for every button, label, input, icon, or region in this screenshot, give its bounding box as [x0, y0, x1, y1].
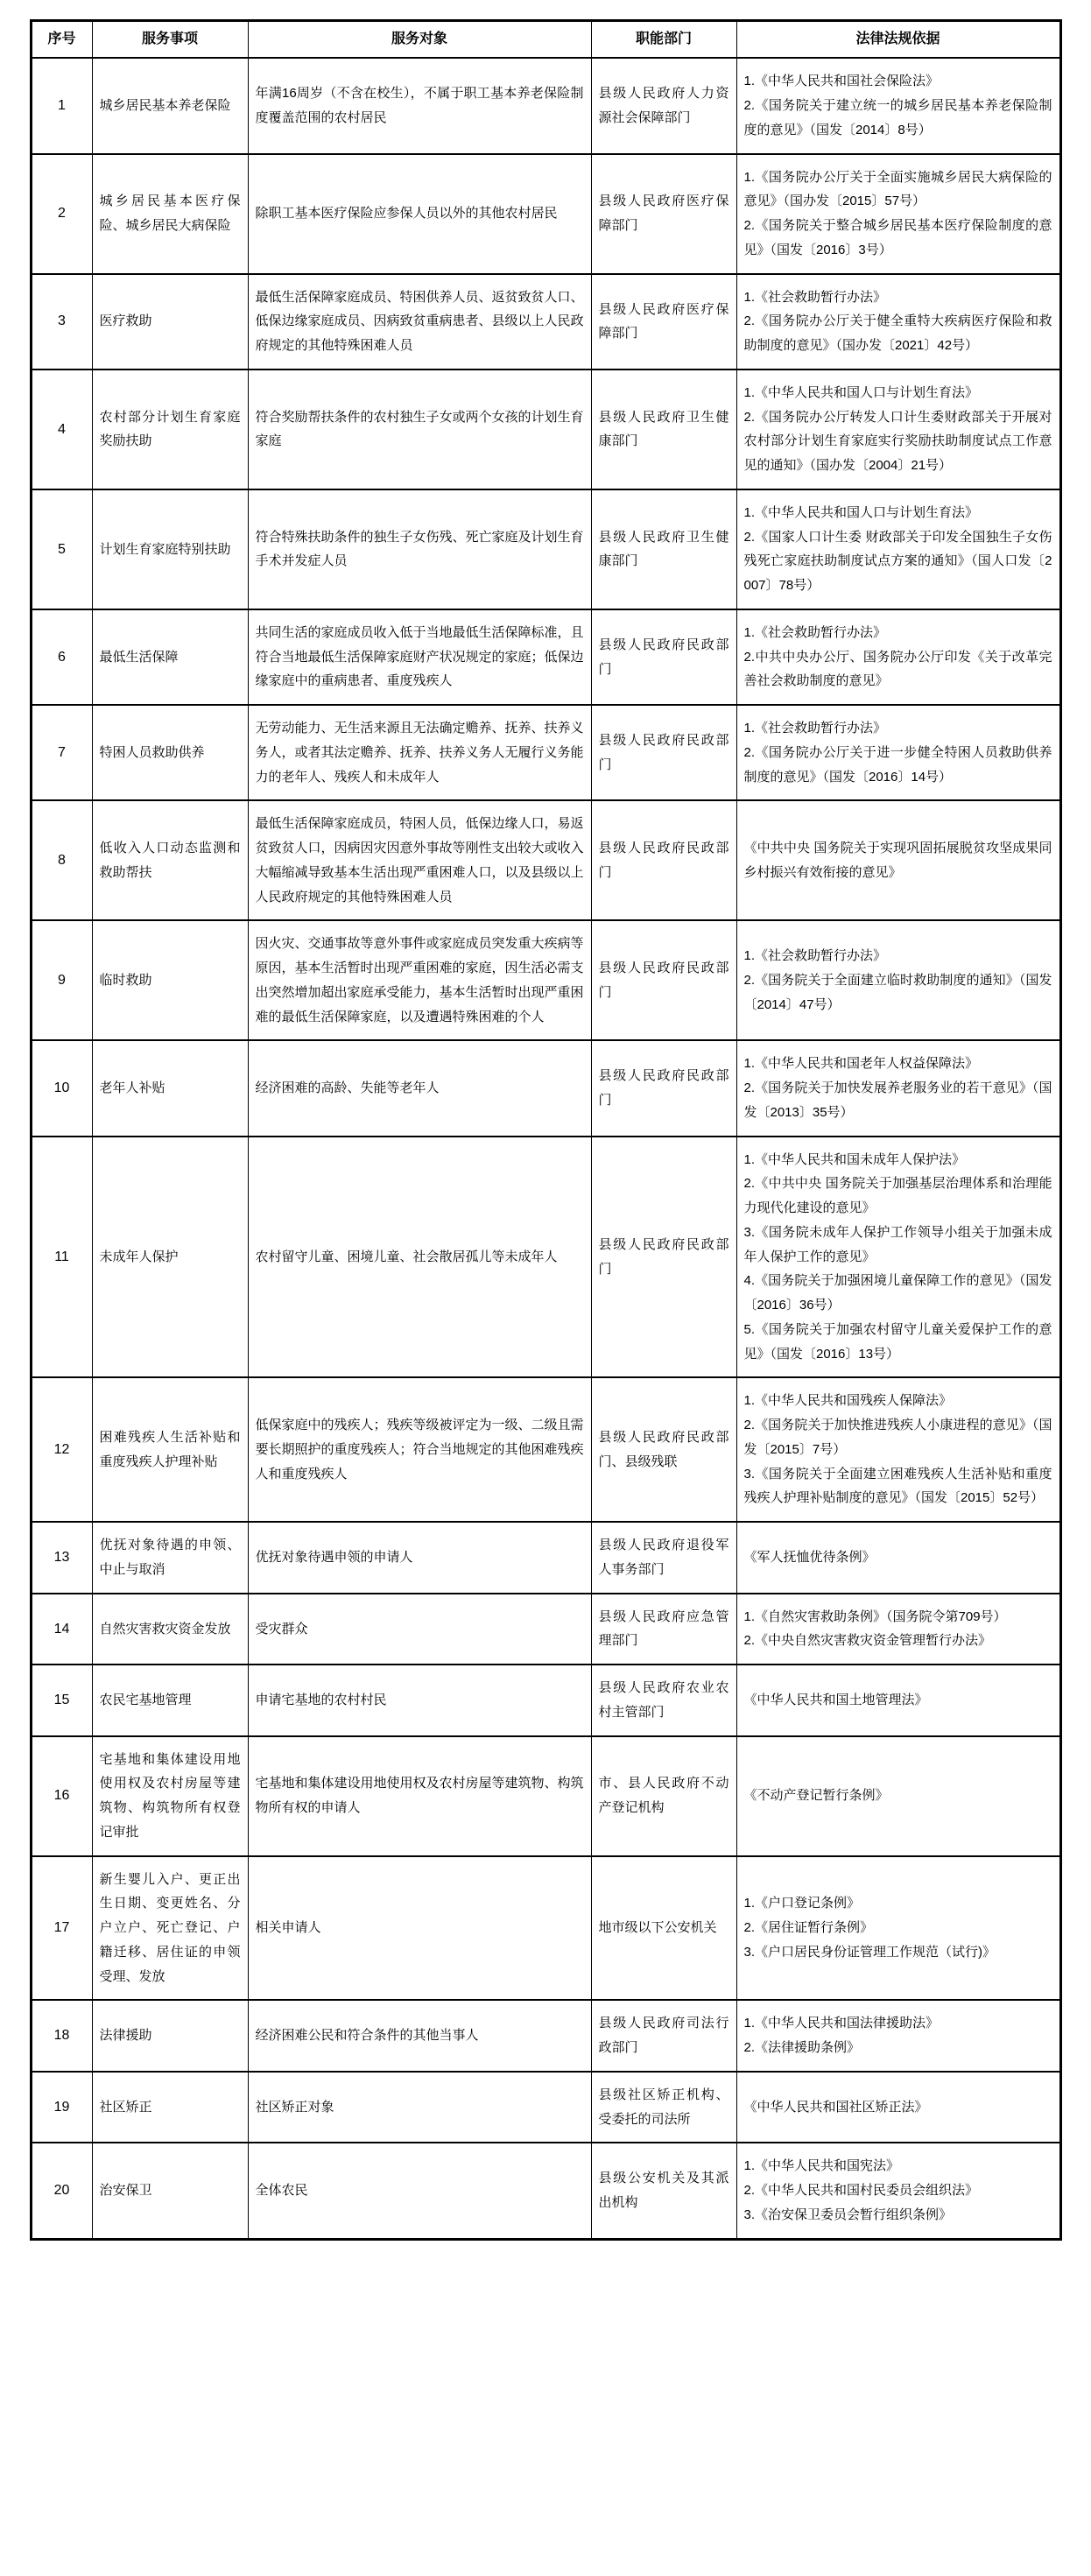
legal-basis-item: 1.《中华人民共和国未成年人保护法》 — [743, 1151, 966, 1167]
legal-basis-item: 3.《户口居民身份证管理工作规范（试行)》 — [743, 1944, 996, 1960]
table-row — [31, 609, 1060, 705]
legal-basis-item: 2.《中央自然灾害救灾资金管理暂行办法》 — [743, 1633, 992, 1649]
legal-basis-item: 2.《中共中央 国务院关于加强基层治理体系和治理能力现代化建设的意见》 — [743, 1176, 1052, 1216]
table-row — [31, 2072, 1060, 2143]
service-target-cell: 宅基地和集体建设用地使用权及农村房屋等建筑物、构筑物所有权的申请人 — [248, 1736, 591, 1856]
table-row — [31, 1665, 1060, 1736]
service-target-cell: 全体农民 — [248, 2143, 591, 2239]
service-item-cell: 老年人补贴 — [92, 1040, 248, 1136]
legal-basis-item: 2.《国务院关于建立统一的城乡居民基本养老保险制度的意见》（国发〔2014〕8号） — [743, 98, 1052, 137]
service-target-cell: 农村留守儿童、困境儿童、社会散居孤儿等未成年人 — [248, 1137, 591, 1378]
department-cell: 县级人民政府司法行政部门 — [591, 2000, 736, 2072]
department-cell: 县级社区矫正机构、受委托的司法所 — [591, 2072, 736, 2143]
service-item-cell: 自然灾害救灾资金发放 — [92, 1594, 248, 1665]
department-cell: 县级人民政府民政部门、县级残联 — [591, 1377, 736, 1522]
service-item-cell: 未成年人保护 — [92, 1137, 248, 1378]
row-number-cell: 14 — [31, 1594, 92, 1665]
service-target-cell: 符合特殊扶助条件的独生子女伤残、死亡家庭及计划生育手术并发症人员 — [248, 489, 591, 609]
legal-basis-cell — [736, 800, 1060, 920]
legal-basis-item: 1.《社会救助暂行办法》 — [743, 948, 887, 964]
row-number-cell: 10 — [31, 1040, 92, 1136]
legal-basis-cell — [736, 58, 1060, 153]
legal-basis-item: 2.《国务院办公厅关于进一步健全特困人员救助供养制度的意见》（国发〔2016〕14号） — [743, 744, 1052, 785]
table-row — [31, 2143, 1060, 2239]
row-number-cell: 1 — [31, 58, 92, 153]
table-row — [31, 1736, 1060, 1856]
legal-basis-cell — [736, 370, 1060, 489]
service-item-cell: 治安保卫 — [92, 2143, 248, 2239]
legal-basis-cell — [736, 2143, 1060, 2239]
service-target-cell: 无劳动能力、无生活来源且无法确定赡养、抚养、扶养义务人，或者其法定赡养、抚养、扶养义务人无履行义务能力的老年人、残疾人和未成年人 — [248, 705, 591, 800]
column-header-service-item: 服务事项 — [92, 21, 248, 59]
legal-basis-item: 5.《国务院关于加强农村留守儿童关爱保护工作的意见》（国发〔2016〕13号） — [743, 1321, 1052, 1362]
department-cell: 县级人民政府民政部门 — [591, 800, 736, 920]
row-number-cell: 16 — [31, 1736, 92, 1856]
table-row — [31, 1594, 1060, 1665]
legal-basis-cell — [736, 920, 1060, 1040]
legal-basis-item: 4.《国务院关于加强困境儿童保障工作的意见》（国发〔2016〕36号） — [743, 1273, 1052, 1313]
department-cell: 市、县人民政府不动产登记机构 — [591, 1736, 736, 1856]
legal-basis-item: 1.《中华人民共和国宪法》 — [743, 2158, 900, 2174]
table-row — [31, 1040, 1060, 1136]
table-row — [31, 800, 1060, 920]
legal-basis-item: 2.《中华人民共和国村民委员会组织法》 — [743, 2183, 979, 2199]
legal-basis-cell — [736, 2000, 1060, 2072]
service-item-cell: 城乡居民基本医疗保险、城乡居民大病保险 — [92, 154, 248, 274]
legal-basis-item: 2.《国务院关于全面建立临时救助制度的通知》（国发〔2014〕47号） — [743, 973, 1052, 1012]
service-item-cell: 农村部分计划生育家庭奖励扶助 — [92, 370, 248, 489]
row-number-cell: 12 — [31, 1377, 92, 1522]
legal-basis-cell — [736, 2072, 1060, 2143]
legal-basis-item: 1.《社会救助暂行办法》 — [743, 721, 887, 736]
department-cell: 县级人民政府医疗保障部门 — [591, 274, 736, 370]
service-target-cell: 最低生活保障家庭成员，特困人员，低保边缘人口，易返贫致贫人口，因病因灾因意外事故等刚性支出较大或收入大幅缩减导致基本生活出现严重困难人口，以及县级以上人民政府规定的其他特殊困难人员 — [248, 800, 591, 920]
table-row — [31, 154, 1060, 274]
service-item-cell: 法律援助 — [92, 2000, 248, 2072]
legal-basis-item: 2.《国家人口计生委 财政部关于印发全国独生子女伤残死亡家庭扶助制度试点方案的通知》（国人口发〔2007〕78号） — [743, 529, 1052, 594]
row-number-cell: 2 — [31, 154, 92, 274]
row-number-cell: 3 — [31, 274, 92, 370]
department-cell: 县级人民政府人力资源社会保障部门 — [591, 58, 736, 153]
legal-basis-item: 3.《治安保卫委员会暂行组织条例》 — [743, 2206, 953, 2222]
department-cell: 县级人民政府医疗保障部门 — [591, 154, 736, 274]
table-row — [31, 1137, 1060, 1378]
legal-basis-cell — [736, 1377, 1060, 1522]
legal-basis-cell — [736, 1594, 1060, 1665]
row-number-cell: 4 — [31, 370, 92, 489]
service-item-cell: 医疗救助 — [92, 274, 248, 370]
column-header-no: 序号 — [31, 21, 92, 59]
row-number-cell: 8 — [31, 800, 92, 920]
service-target-cell: 经济困难公民和符合条件的其他当事人 — [248, 2000, 591, 2072]
legal-basis-cell — [736, 609, 1060, 705]
service-target-cell: 申请宅基地的农村村民 — [248, 1665, 591, 1736]
legal-basis-cell — [736, 1856, 1060, 2001]
row-number-cell: 17 — [31, 1856, 92, 2001]
legal-basis-cell — [736, 1137, 1060, 1378]
department-cell: 县级人民政府民政部门 — [591, 1040, 736, 1136]
row-number-cell: 11 — [31, 1137, 92, 1378]
legal-basis-cell — [736, 1040, 1060, 1136]
service-item-cell: 城乡居民基本养老保险 — [92, 58, 248, 153]
service-target-cell: 低保家庭中的残疾人；残疾等级被评定为一级、二级且需要长期照护的重度残疾人；符合当地规定的其他困难残疾人和重度残疾人 — [248, 1377, 591, 1522]
service-item-cell: 低收入人口动态监测和救助帮扶 — [92, 800, 248, 920]
legal-basis-item: 1.《社会救助暂行办法》 — [743, 289, 887, 305]
service-item-cell: 临时救助 — [92, 920, 248, 1040]
legal-basis-item: 《中华人民共和国社区矫正法》 — [743, 2099, 928, 2115]
service-item-cell: 困难残疾人生活补贴和重度残疾人护理补贴 — [92, 1377, 248, 1522]
department-cell: 县级人民政府退役军人事务部门 — [591, 1522, 736, 1594]
table-row — [31, 1522, 1060, 1594]
department-cell: 县级人民政府民政部门 — [591, 920, 736, 1040]
department-cell: 县级人民政府民政部门 — [591, 1137, 736, 1378]
legal-basis-item: 1.《国务院办公厅关于全面实施城乡居民大病保险的意见》（国办发〔2015〕57号） — [743, 169, 1052, 209]
legal-basis-item: 1.《中华人民共和国残疾人保障法》 — [743, 1393, 953, 1409]
column-header-service-target: 服务对象 — [248, 21, 591, 59]
row-number-cell: 15 — [31, 1665, 92, 1736]
row-number-cell: 19 — [31, 2072, 92, 2143]
row-number-cell: 5 — [31, 489, 92, 609]
table-row — [31, 2000, 1060, 2072]
legal-basis-item: 2.《国务院关于加快推进残疾人小康进程的意见》（国发〔2015〕7号） — [743, 1418, 1052, 1457]
department-cell: 地市级以下公安机关 — [591, 1856, 736, 2001]
service-matters-table — [30, 19, 1062, 2241]
service-target-cell: 符合奖励帮扶条件的农村独生子女或两个女孩的计划生育家庭 — [248, 370, 591, 489]
legal-basis-item: 1.《中华人民共和国法律援助法》 — [743, 2016, 940, 2031]
legal-basis-cell — [736, 489, 1060, 609]
department-cell: 县级人民政府卫生健康部门 — [591, 489, 736, 609]
table-row — [31, 1377, 1060, 1522]
table-body — [31, 58, 1060, 2239]
legal-basis-cell — [736, 1665, 1060, 1736]
row-number-cell: 7 — [31, 705, 92, 800]
legal-basis-item: 3.《国务院未成年人保护工作领导小组关于加强未成年人保护工作的意见》 — [743, 1224, 1052, 1264]
table-header — [31, 21, 1060, 59]
service-target-cell: 相关申请人 — [248, 1856, 591, 2001]
legal-basis-item: 1.《自然灾害救助条例》（国务院令第709号） — [743, 1608, 1007, 1624]
service-target-cell: 除职工基本医疗保险应参保人员以外的其他农村居民 — [248, 154, 591, 274]
table-row — [31, 920, 1060, 1040]
department-cell: 县级人民政府农业农村主管部门 — [591, 1665, 736, 1736]
legal-basis-item: 《中共中央 国务院关于实现巩固拓展脱贫攻坚成果同乡村振兴有效衔接的意见》 — [743, 841, 1052, 880]
legal-basis-item: 《不动产登记暂行条例》 — [743, 1788, 889, 1804]
legal-basis-item: 2.《国务院办公厅关于健全重特大疾病医疗保险和救助制度的意见》（国办发〔2021〕42号） — [743, 313, 1052, 354]
row-number-cell: 18 — [31, 2000, 92, 2072]
legal-basis-item: 1.《社会救助暂行办法》 — [743, 624, 887, 640]
department-cell: 县级公安机关及其派出机构 — [591, 2143, 736, 2239]
service-target-cell: 社区矫正对象 — [248, 2072, 591, 2143]
legal-basis-cell — [736, 1522, 1060, 1594]
service-item-cell: 新生婴儿入户、更正出生日期、变更姓名、分户立户、死亡登记、户籍迁移、居住证的申领受理、发放 — [92, 1856, 248, 2001]
legal-basis-item: 1.《中华人民共和国人口与计划生育法》 — [743, 384, 979, 400]
service-item-cell: 特困人员救助供养 — [92, 705, 248, 800]
table-row — [31, 370, 1060, 489]
service-item-cell: 农民宅基地管理 — [92, 1665, 248, 1736]
table-row — [31, 274, 1060, 370]
column-header-legal-basis: 法律法规依据 — [736, 21, 1060, 59]
legal-basis-cell — [736, 274, 1060, 370]
legal-basis-item: 2.《国务院办公厅转发人口计生委财政部关于开展对农村部分计划生育家庭实行奖励扶助制度试点工作意见的通知》（国办发〔2004〕21号） — [743, 409, 1052, 474]
legal-basis-item: 2.《法律援助条例》 — [743, 2040, 861, 2056]
service-target-cell: 最低生活保障家庭成员、特困供养人员、返贫致贫人口、低保边缘家庭成员、因病致贫重病患者、县级以上人民政府规定的其他特殊困难人员 — [248, 274, 591, 370]
legal-basis-item: 2.中共中央办公厅、国务院办公厅印发《关于改革完善社会救助制度的意见》 — [743, 649, 1052, 689]
legal-basis-item: 《中华人民共和国土地管理法》 — [743, 1693, 928, 1708]
row-number-cell: 13 — [31, 1522, 92, 1594]
legal-basis-cell — [736, 154, 1060, 274]
service-target-cell: 优抚对象待遇申领的申请人 — [248, 1522, 591, 1594]
legal-basis-item: 1.《中华人民共和国老年人权益保障法》 — [743, 1056, 979, 1072]
service-item-cell: 计划生育家庭特别扶助 — [92, 489, 248, 609]
legal-basis-item: 2.《居住证暂行条例》 — [743, 1920, 874, 1936]
table-row — [31, 1856, 1060, 2001]
legal-basis-item: 1.《中华人民共和国人口与计划生育法》 — [743, 504, 979, 520]
legal-basis-cell — [736, 1736, 1060, 1856]
legal-basis-cell — [736, 705, 1060, 800]
service-target-cell: 因火灾、交通事故等意外事件或家庭成员突发重大疾病等原因，基本生活暂时出现严重困难的家庭，因生活必需支出突然增加超出家庭承受能力，基本生活暂时出现严重困难的最低生活保障家庭，以及遭遇特殊困难的个人 — [248, 920, 591, 1040]
service-target-cell: 年满16周岁（不含在校生），不属于职工基本养老保险制度覆盖范围的农村居民 — [248, 58, 591, 153]
legal-basis-item: 3.《国务院关于全面建立困难残疾人生活补贴和重度残疾人护理补贴制度的意见》（国发〔2015〕52号） — [743, 1466, 1052, 1506]
department-cell: 县级人民政府应急管理部门 — [591, 1594, 736, 1665]
row-number-cell: 20 — [31, 2143, 92, 2239]
service-item-cell: 社区矫正 — [92, 2072, 248, 2143]
column-header-department: 职能部门 — [591, 21, 736, 59]
service-item-cell: 优抚对象待遇的申领、中止与取消 — [92, 1522, 248, 1594]
service-target-cell: 受灾群众 — [248, 1594, 591, 1665]
legal-basis-item: 1.《户口登记条例》 — [743, 1896, 861, 1911]
department-cell: 县级人民政府卫生健康部门 — [591, 370, 736, 489]
department-cell: 县级人民政府民政部门 — [591, 609, 736, 705]
service-target-cell: 经济困难的高龄、失能等老年人 — [248, 1040, 591, 1136]
table-row — [31, 58, 1060, 153]
legal-basis-item: 1.《中华人民共和国社会保险法》 — [743, 74, 940, 89]
service-item-cell: 宅基地和集体建设用地使用权及农村房屋等建筑物、构筑物所有权登记审批 — [92, 1736, 248, 1856]
table-row — [31, 705, 1060, 800]
row-number-cell: 6 — [31, 609, 92, 705]
legal-basis-item: 2.《国务院关于整合城乡居民基本医疗保险制度的意见》（国发〔2016〕3号） — [743, 218, 1052, 257]
service-target-cell: 共同生活的家庭成员收入低于当地最低生活保障标准，且符合当地最低生活保障家庭财产状况规定的家庭；低保边缘家庭中的重病患者、重度残疾人 — [248, 609, 591, 705]
department-cell: 县级人民政府民政部门 — [591, 705, 736, 800]
row-number-cell: 9 — [31, 920, 92, 1040]
table-row — [31, 489, 1060, 609]
header-row — [31, 21, 1060, 59]
legal-basis-item: 《军人抚恤优待条例》 — [743, 1550, 876, 1566]
legal-basis-item: 2.《国务院关于加快发展养老服务业的若干意见》（国发〔2013〕35号） — [743, 1080, 1052, 1120]
service-item-cell: 最低生活保障 — [92, 609, 248, 705]
